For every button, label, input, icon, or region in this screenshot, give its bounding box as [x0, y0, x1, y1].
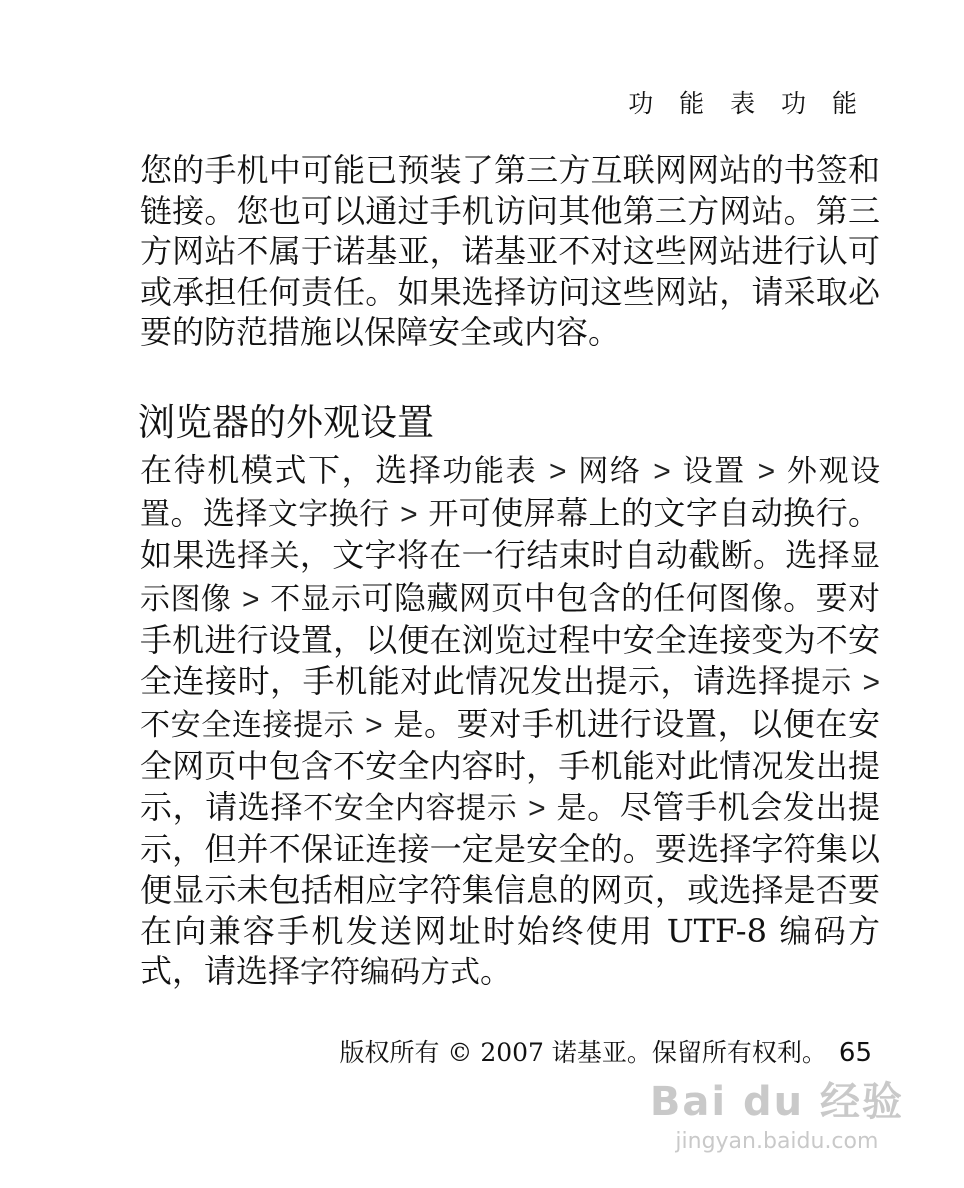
watermark-url: jingyan.baidu.com: [675, 1129, 879, 1154]
menu-path-item: 关: [269, 539, 300, 575]
menu-path-item: 不安全连接提示: [140, 707, 355, 743]
menu-path-item: 功能表: [442, 454, 538, 489]
menu-path-item: 是: [556, 790, 588, 826]
menu-path-item: 提示: [790, 664, 852, 700]
separator: >: [241, 582, 260, 616]
page-number: 65: [838, 1038, 872, 1068]
menu-path-item: 开: [428, 496, 459, 532]
body-text: 在待机模式下，选择: [140, 451, 443, 489]
body-text: 可隐藏网页中包含的任何图像。要对手机进行设置，以便在浏览过程中安全连接变为不安全连接时，手机能对此情况发出提示，请选择: [140, 578, 881, 700]
body-paragraph: [140, 450, 880, 994]
body-text: ，文字将在一行结束时自动截断。选择: [299, 536, 850, 575]
copyright-text: 版权所有 © 2007 诺基亚。保留所有权利。: [339, 1038, 827, 1067]
body-text: 。选择: [170, 493, 268, 532]
separator: >: [400, 497, 418, 531]
body-text: 。尽管手机会发出提示，但并不保证连接一定是安全的。要选择字符集以便显示未包括相应字符集信息的网页，或选择是否要在向兼容手机发送网址时始终使用 UTF-8 编码方式，请选择: [140, 787, 881, 991]
separator: >: [757, 455, 776, 488]
intro-paragraph: 您的手机中可能已预装了第三方互联网网站的书签和链接。您也可以通过手机访问其他第三方网站。第三方网站不属于诺基亚，诺基亚不对这些网站进行认可或承担任何责任。如果选择访问这些网站，请采取必要的防范措施以保障安全或内容。: [140, 151, 880, 352]
separator: >: [528, 791, 546, 825]
watermark: [650, 1070, 904, 1154]
separator: >: [365, 708, 383, 742]
menu-path-item: 字符编码方式: [300, 955, 481, 991]
separator: >: [653, 455, 671, 488]
page-footer: [339, 1033, 872, 1069]
body-text: 。: [480, 952, 513, 991]
separator: >: [862, 665, 881, 699]
menu-path-item: 是: [393, 707, 425, 743]
menu-path-item: 网络: [578, 454, 642, 489]
separator: >: [548, 455, 567, 488]
menu-path-item: 不安全内容提示: [303, 790, 518, 826]
menu-path-item: 不显示: [270, 581, 362, 617]
menu-path-item: 文字换行: [267, 496, 390, 532]
body-text: 可使屏幕上的文字自动换行。如果选择: [140, 493, 881, 575]
baidu-logo: Bai du 经验: [649, 1079, 904, 1125]
body-text: 。要对手机进行设置，以便在安全网页中包含不安全内容时，手机能对此情况发出提示，请选择: [140, 704, 881, 826]
menu-path-item: 外观设置: [140, 454, 881, 532]
section-heading: 浏览器的外观设置: [138, 401, 434, 444]
section-title: 功 能 表 功 能: [628, 89, 866, 118]
menu-path-item: 显示图像: [140, 539, 880, 617]
menu-path-item: 设置: [682, 454, 746, 489]
